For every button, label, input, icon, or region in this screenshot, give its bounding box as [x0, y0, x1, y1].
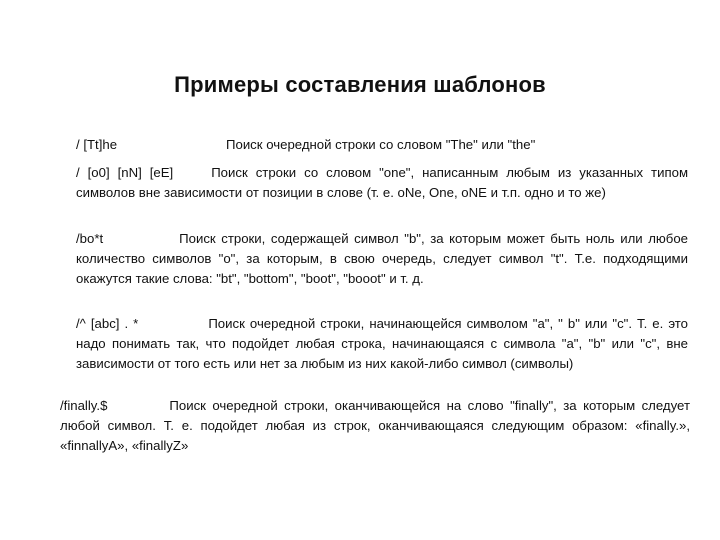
example-one — [76, 163, 688, 203]
example-bot — [76, 229, 688, 289]
description-text: Поиск строки со словом "one", написанным любым из указанных типом символов вне зависимости от позиции в слове (т. е. oNe, One, oNE и т.п. одно и то же) — [76, 165, 689, 200]
example-finally — [60, 396, 690, 456]
description-text: Поиск очередной строки, оканчивающейся на слово "finally", за которым следует любой символ. Т. е. подойдет любая из строк, оканчивающаяся следующим образом: «finally.», «finnallyA», «finallyZ» — [60, 398, 690, 453]
example-tt-he — [76, 135, 696, 155]
pattern-text: /finally.$ — [60, 398, 108, 413]
pattern-text: / [o0] [nN] [eE] — [76, 165, 174, 180]
description-text: Поиск очередной строки, начинающейся символом "a", " b" или "c". Т. е. это надо понимать так, что подойдет любая строка, начинающаяся с символа "a", "b" или "c", вне зависимости от того есть или нет за любым из них какой-либо символ (символы) — [76, 316, 689, 371]
description-text: Поиск очередной строки со словом "The" или "the" — [226, 137, 536, 152]
pattern-text: / [Tt]he — [76, 137, 118, 152]
pattern-text: /^ [abc] . * — [76, 316, 139, 331]
pattern-text: /bo*t — [76, 231, 104, 246]
example-abc — [76, 314, 688, 374]
slide-title: Примеры составления шаблонов — [174, 72, 546, 97]
description-text: Поиск строки, содержащей символ "b", за которым может быть ноль или любое количество символов "o", за которым, в свою очередь, следует символ "t". Т.е. подходящими окажутся такие слова: "bt", "bottom", "boot", "booot" и т. д. — [76, 231, 688, 286]
